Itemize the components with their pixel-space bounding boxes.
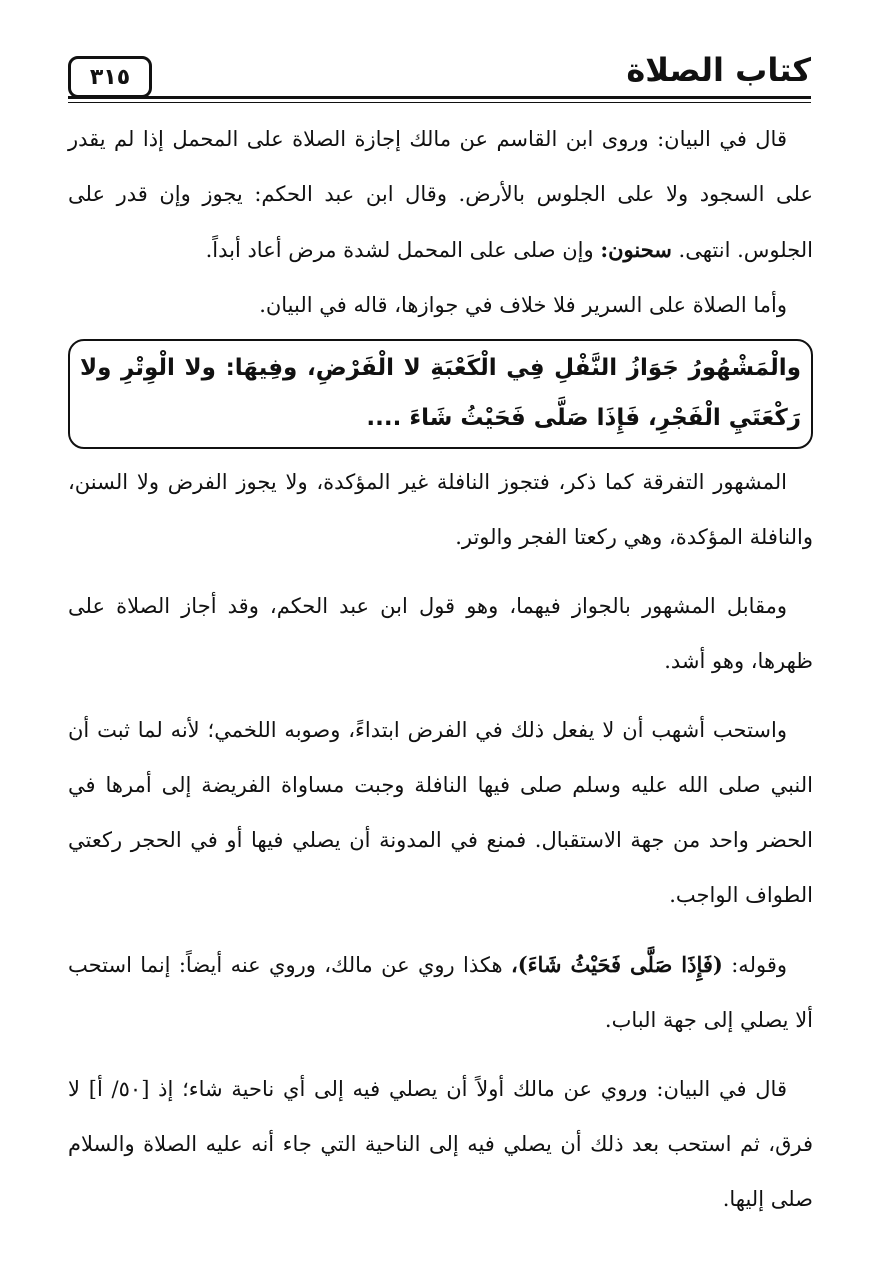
quoted-phrase: (فَإِذَا صَلَّى فَحَيْثُ شَاءَ)، <box>510 952 723 977</box>
paragraph-4: ومقابل المشهور بالجواز فيهما، وهو قول ابن عبد الحكم، وقد أجاز الصلاة على ظهرها، وهو أشد. <box>68 594 813 673</box>
page-number: ٣١٥ <box>89 64 131 90</box>
page-number-box <box>68 56 152 98</box>
paragraph-3: المشهور التفرقة كما ذكر، فتجوز النافلة غير المؤكدة، ولا يجوز الفرض ولا السنن، والنافلة المؤكدة، وهي ركعتا الفجر والوتر. <box>68 470 813 549</box>
paragraph-1-text: قال في البيان: وروى ابن القاسم عن مالك إجازة الصلاة على المحمل إذا لم يقدر على السجود ولا على الجلوس بالأرض. وقال ابن عبد الحكم: يجوز وإن قدر على الجلوس. انتهى. <box>68 127 813 262</box>
header-rule-thin <box>68 102 811 103</box>
page-header <box>68 46 811 100</box>
page-body <box>68 112 813 1227</box>
header-rule <box>68 96 811 99</box>
matn-quote-text: والْمَشْهُورُ جَوَازُ النَّفْلِ فِي الْكَعْبَةِ لا الْفَرْضِ، وفِيهَا: ولا الْوِتْرِ ولا رَكْعَتَيِ الْفَجْرِ، فَإِذَا صَلَّى فَحَيْثُ شَاءَ .... <box>80 355 801 431</box>
paragraph-1 <box>68 112 813 278</box>
matn-quote-box <box>68 339 813 449</box>
paragraph-7: قال في البيان: وروي عن مالك أولاً أن يصلي فيه إلى أي ناحية شاء؛ إذ [٥٠/ أ] لا فرق، ثم استحب بعد ذلك أن يصلي فيه إلى الناحية التي جاء أنه عليه الصلاة والسلام صلى إليها. <box>68 1077 813 1211</box>
paragraph-6-end: هكذا روي عن مالك، وروي عنه أيضاً: إنما استحب ألا يصلي إلى جهة الباب. <box>68 953 813 1032</box>
paragraph-6-start: وقوله: <box>731 953 787 977</box>
paragraph-6 <box>68 937 813 1048</box>
paragraph-1-end: وإن صلى على المحمل لشدة مرض أعاد أبداً. <box>205 238 594 262</box>
paragraph-2: وأما الصلاة على السرير فلا خلاف في جوازها، قاله في البيان. <box>259 293 787 317</box>
sahnun-label: سحنون: <box>600 237 672 262</box>
paragraph-5: واستحب أشهب أن لا يفعل ذلك في الفرض ابتداءً، وصوبه اللخمي؛ لأنه لما ثبت أن النبي صلى الله عليه وسلم صلى فيها النافلة وجبت مساواة الفريضة إلى أمرها في الحضر واحد من جهة الاستقبال. فمنع في المدونة أن يصلي فيها أو في الحجر ركعتي الطواف الواجب. <box>68 718 813 907</box>
chapter-title: كتاب الصلاة <box>626 51 811 89</box>
